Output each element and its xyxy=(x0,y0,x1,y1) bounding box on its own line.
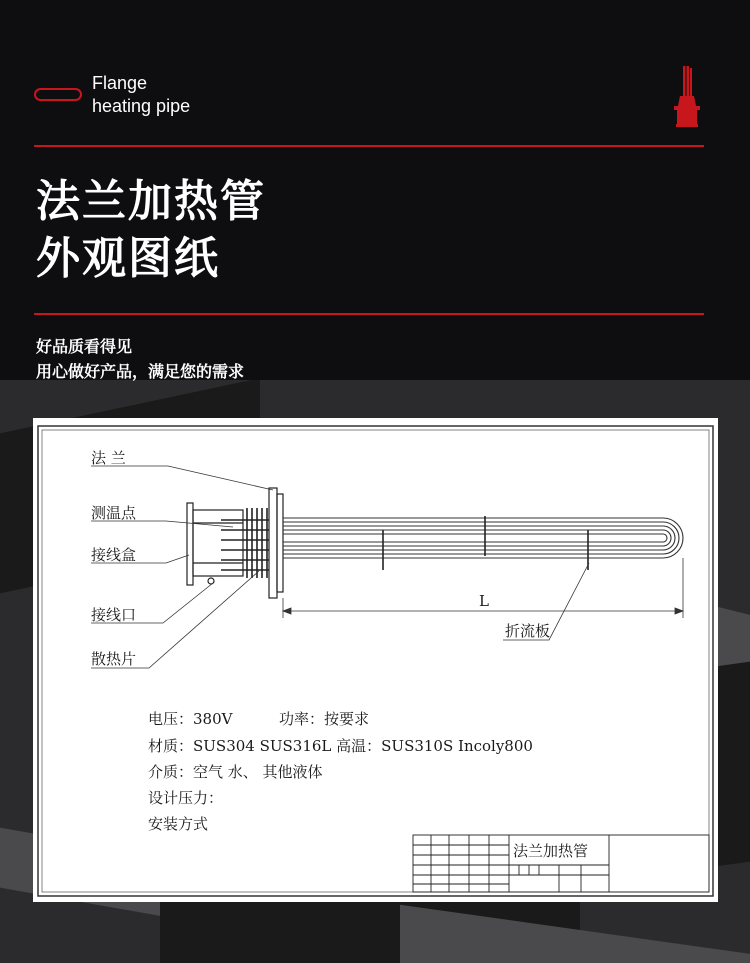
page-title xyxy=(36,173,266,287)
label-wire-port: 接线口 xyxy=(91,606,137,624)
baffle-plates xyxy=(383,516,588,570)
technical-drawing xyxy=(33,418,718,902)
flange-plate xyxy=(269,488,283,598)
tagline-line-2: 用心做好产品，满足您的需求 xyxy=(36,362,245,381)
spec-material: 材质：SUS304 SUS316L 高温：SUS310S Incoly800 xyxy=(148,737,533,755)
divider-top xyxy=(34,145,704,147)
brand-line-2: heating pipe xyxy=(92,96,191,116)
brand-text xyxy=(92,72,190,118)
title-block-name: 法兰加热管 xyxy=(513,842,589,860)
spec-design-pressure: 设计压力： xyxy=(148,789,224,807)
label-heat-sink: 散热片 xyxy=(91,650,137,668)
tagline-line-1: 好品质看得见 xyxy=(36,337,133,356)
junction-box-shape xyxy=(187,503,243,585)
title-line-2: 外观图纸 xyxy=(36,233,220,284)
title-line-1: 法兰加热管 xyxy=(36,176,266,227)
heating-tubes xyxy=(283,518,683,558)
label-junction-box: 接线盒 xyxy=(91,546,137,564)
divider-middle xyxy=(34,313,704,315)
drawing-svg xyxy=(33,418,718,902)
heating-pipe-icon xyxy=(672,64,702,128)
spec-medium: 介质：空气 水、 其他液体 xyxy=(148,763,323,781)
length-label: L xyxy=(479,592,489,610)
label-temp-point: 测温点 xyxy=(91,504,137,522)
spec-voltage: 电压：380V xyxy=(148,710,233,728)
tagline xyxy=(36,334,244,384)
spec-power: 功率：按要求 xyxy=(279,710,370,728)
brand-pill-icon xyxy=(34,88,82,101)
heat-sink-fins xyxy=(247,508,267,578)
label-flange: 法 兰 xyxy=(91,449,126,467)
spec-install-method: 安装方式 xyxy=(148,815,209,833)
label-baffle: 折流板 xyxy=(505,622,551,640)
brand-line-1: Flange xyxy=(92,73,148,93)
